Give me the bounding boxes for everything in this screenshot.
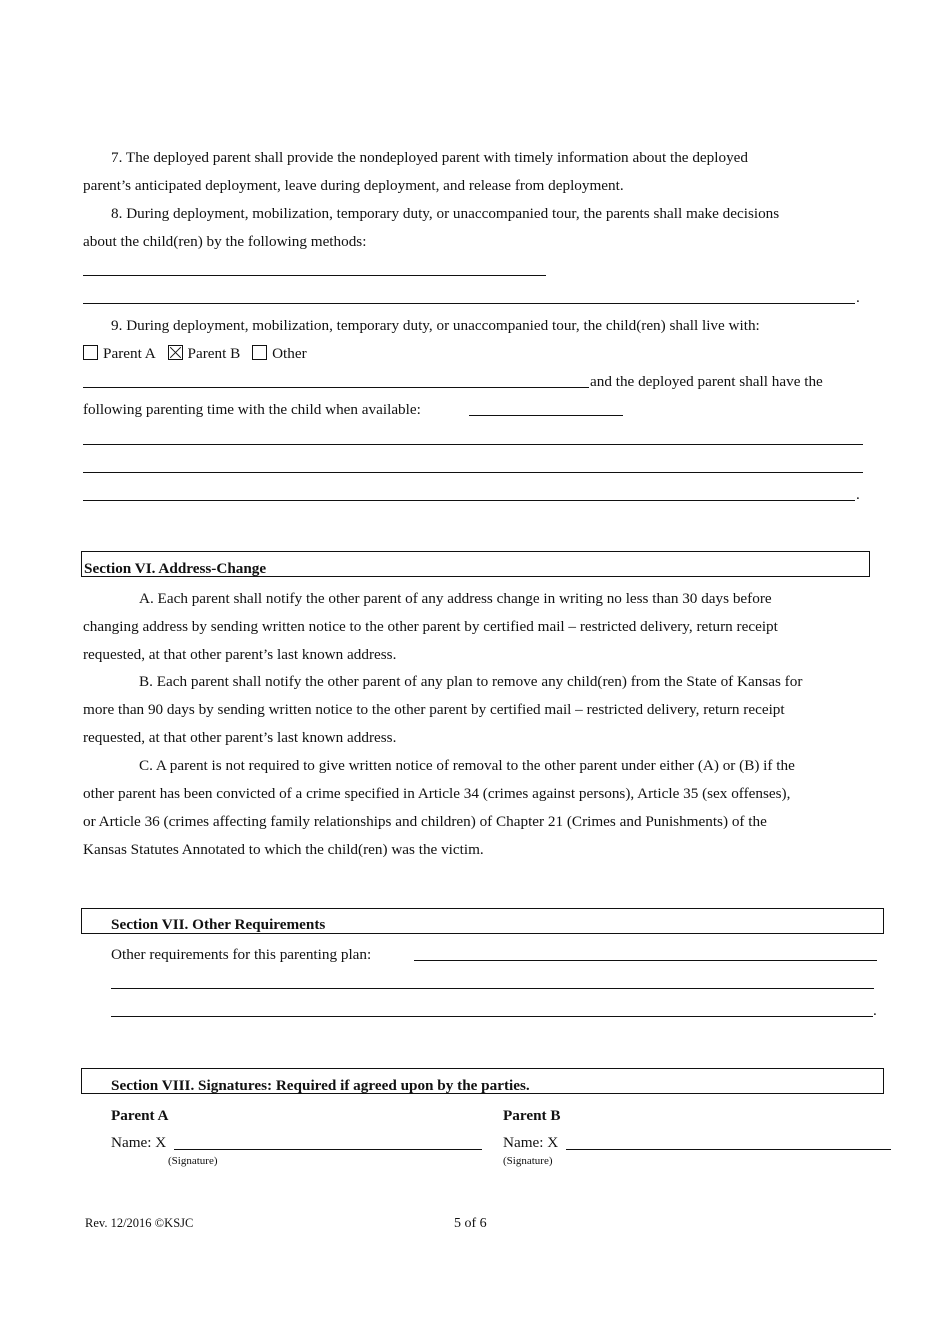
parent-a-signature-caption: (Signature) [168, 1155, 218, 1167]
option-parent-b[interactable] [168, 345, 241, 362]
item9-options [83, 345, 315, 363]
section6-paraC-line4: Kansas Statutes Annotated to which the child(ren) was the victim. [83, 841, 484, 858]
section6-paraB-line2: more than 90 days by sending written notice to the other parent by certified mail – restricted delivery, return receipt [83, 701, 785, 718]
option-parent-b-label: Parent B [187, 345, 241, 362]
section7-label: Other requirements for this parenting plan: [111, 946, 372, 963]
parent-b-signature-line[interactable] [566, 1149, 891, 1150]
parent-a-heading: Parent A [111, 1107, 169, 1124]
checkbox-other[interactable] [252, 345, 267, 360]
item9-blank-2[interactable] [83, 472, 863, 473]
parent-b-signature-caption: (Signature) [503, 1155, 553, 1167]
section6-paraA-line2: changing address by sending written notice to the other parent by certified mail – restricted delivery, return receipt [83, 618, 778, 635]
item9-line4: following parenting time with the child when available: [83, 401, 421, 418]
section7-blank-inline[interactable] [414, 960, 877, 961]
parent-a-name-label: Name: X [111, 1134, 167, 1151]
section7-period: . [873, 1002, 877, 1019]
section6-paraC-line1: C. A parent is not required to give written notice of removal to the other parent under either (A) or (B) if the [139, 757, 795, 774]
checkbox-parent-a[interactable] [83, 345, 98, 360]
section6-title: Section VI. Address-Change [84, 560, 267, 577]
option-parent-a-label: Parent A [103, 345, 156, 362]
section6-paraB-line1: B. Each parent shall notify the other parent of any plan to remove any child(ren) from the State of Kansas for [139, 673, 803, 690]
item8-period: . [856, 289, 860, 306]
section8-title: Section VIII. Signatures: Required if agreed upon by the parties. [111, 1077, 530, 1094]
footer-page-number: 5 of 6 [454, 1216, 487, 1231]
parent-b-heading: Parent B [503, 1107, 561, 1124]
item9-blank-1[interactable] [83, 444, 863, 445]
section6-paraC-line3: or Article 36 (crimes affecting family relationships and children) of Chapter 21 (Crimes and Punishments) of the [83, 813, 767, 830]
section7-title: Section VII. Other Requirements [111, 916, 326, 933]
item9-line1: 9. During deployment, mobilization, temporary duty, or unaccompanied tour, the child(ren) shall live with: [111, 317, 760, 334]
section6-paraA-line1: A. Each parent shall notify the other parent of any address change in writing no less than 30 days before [139, 590, 772, 607]
item9-line3-suffix: and the deployed parent shall have the [590, 373, 823, 390]
section6-paraB-line3: requested, at that other parent’s last known address. [83, 729, 397, 746]
item8-blank-1[interactable] [83, 275, 546, 276]
item9-blank-3[interactable] [83, 500, 855, 501]
option-other-label: Other [272, 345, 307, 362]
item9-parenting-time-blank[interactable] [469, 415, 623, 416]
option-parent-a[interactable] [83, 345, 156, 362]
section7-blank-1[interactable] [111, 988, 874, 989]
checkbox-parent-b-checked[interactable] [168, 345, 183, 360]
item9-live-with-blank[interactable] [83, 387, 589, 388]
section6-paraC-line2: other parent has been convicted of a crime specified in Article 34 (crimes against persons), Article 35 (sex offenses), [83, 785, 791, 802]
option-other[interactable] [252, 345, 307, 362]
footer-revision: Rev. 12/2016 ©KSJC [85, 1216, 194, 1230]
parent-a-signature-line[interactable] [174, 1149, 482, 1150]
item7-line2: parent’s anticipated deployment, leave during deployment, and release from deployment. [83, 177, 624, 194]
item8-blank-2[interactable] [83, 303, 855, 304]
section7-blank-2[interactable] [111, 1016, 873, 1017]
item9-period: . [856, 486, 860, 503]
item7-line1: 7. The deployed parent shall provide the nondeployed parent with timely information about the deployed [111, 149, 749, 166]
parent-b-name-label: Name: X [503, 1134, 559, 1151]
item8-line1: 8. During deployment, mobilization, temporary duty, or unaccompanied tour, the parents shall make decisions [111, 205, 780, 222]
section6-paraA-line3: requested, at that other parent’s last known address. [83, 646, 397, 663]
item8-line2: about the child(ren) by the following methods: [83, 233, 367, 250]
